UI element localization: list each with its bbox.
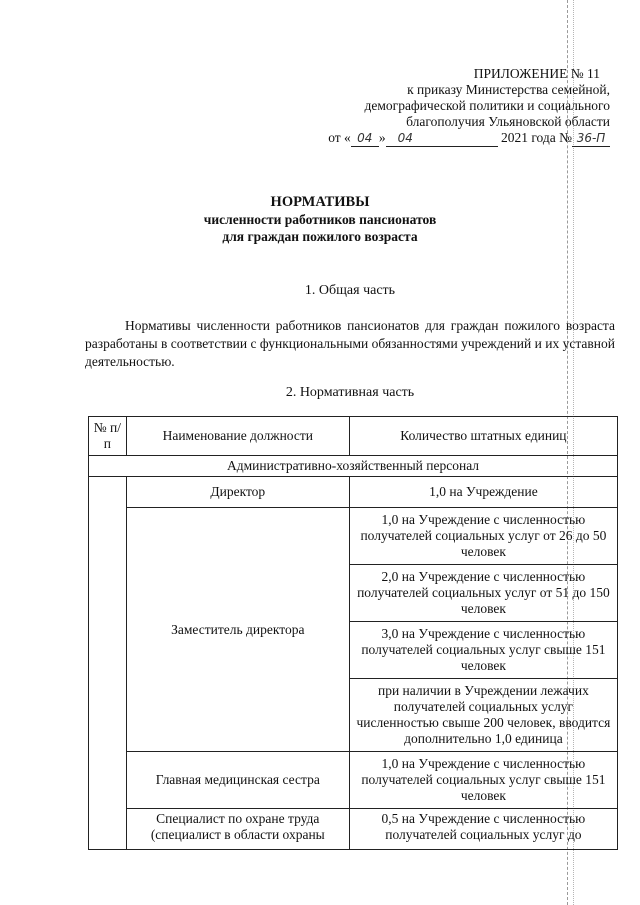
section-2-heading: 2. Нормативная часть: [285, 385, 415, 400]
document-subtitle-1: численности работников пансионатов: [203, 212, 437, 227]
document-title-block: [0, 193, 640, 245]
date-day-handwritten: 04: [351, 130, 379, 147]
appendix-line-3: благополучия Ульяновской области: [406, 114, 610, 129]
count-safety-specialist: 0,5 на Учреждение с численностью получателей социальных услуг до: [349, 809, 617, 850]
date-mid: »: [378, 130, 386, 145]
group-admin-staff: Административно-хозяйственный персонал: [89, 456, 618, 477]
norms-table: [88, 416, 618, 850]
document-subtitle-2: для граждан пожилого возраста: [222, 229, 418, 244]
position-deputy-director: Заместитель директора: [126, 508, 349, 752]
number-cell: [89, 477, 127, 850]
header-position: Наименование должности: [126, 417, 349, 456]
count-head-nurse: 1,0 на Учреждение с численностью получателей социальных услуг свыше 151 человек: [349, 752, 617, 809]
table-row: [89, 752, 618, 809]
appendix-line-1: к приказу Министерства семейной,: [407, 82, 610, 97]
section-1-paragraph: Нормативы численности работников пансионатов для граждан пожилого возраста разработаны в соответствии с функциональными обязанностями учреждений и их уставной деятельностью.: [85, 318, 615, 369]
count-deputy-1: 1,0 на Учреждение с численностью получателей социальных услуг от 26 до 50 человек: [349, 508, 617, 565]
appendix-line-2: демографической политики и социального: [364, 98, 610, 113]
count-director: 1,0 на Учреждение: [349, 477, 617, 508]
table-row: [89, 508, 618, 565]
table-row: [89, 809, 618, 850]
position-head-nurse: Главная медицинская сестра: [126, 752, 349, 809]
position-safety-specialist: Специалист по охране труда (специалист в области охраны: [126, 809, 349, 850]
order-date-line: [310, 130, 610, 147]
section-1-heading: 1. Общая часть: [304, 283, 396, 298]
date-year: 2021 года №: [500, 130, 572, 145]
table-group-row: [89, 456, 618, 477]
order-number-handwritten: 36-П: [572, 130, 610, 147]
position-director: Директор: [126, 477, 349, 508]
appendix-title: ПРИЛОЖЕНИЕ № 11: [473, 66, 600, 81]
count-deputy-3: 3,0 на Учреждение с численностью получателей социальных услуг свыше 151 человек: [349, 622, 617, 679]
count-deputy-2: 2,0 на Учреждение с численностью получателей социальных услуг от 51 до 150 человек: [349, 565, 617, 622]
date-prefix: от «: [328, 130, 351, 145]
table-header-row: [89, 417, 618, 456]
header-number: № п/п: [89, 417, 127, 456]
header-count: Количество штатных единиц: [349, 417, 617, 456]
count-deputy-4: при наличии в Учреждении лежачих получателей социальных услуг численностью свыше 200 человек, вводится дополнительно 1,0 единица: [349, 679, 617, 752]
document-title: НОРМАТИВЫ: [270, 194, 370, 210]
date-month-handwritten: 04: [386, 130, 498, 147]
appendix-header: [310, 66, 610, 147]
table-row: [89, 477, 618, 508]
